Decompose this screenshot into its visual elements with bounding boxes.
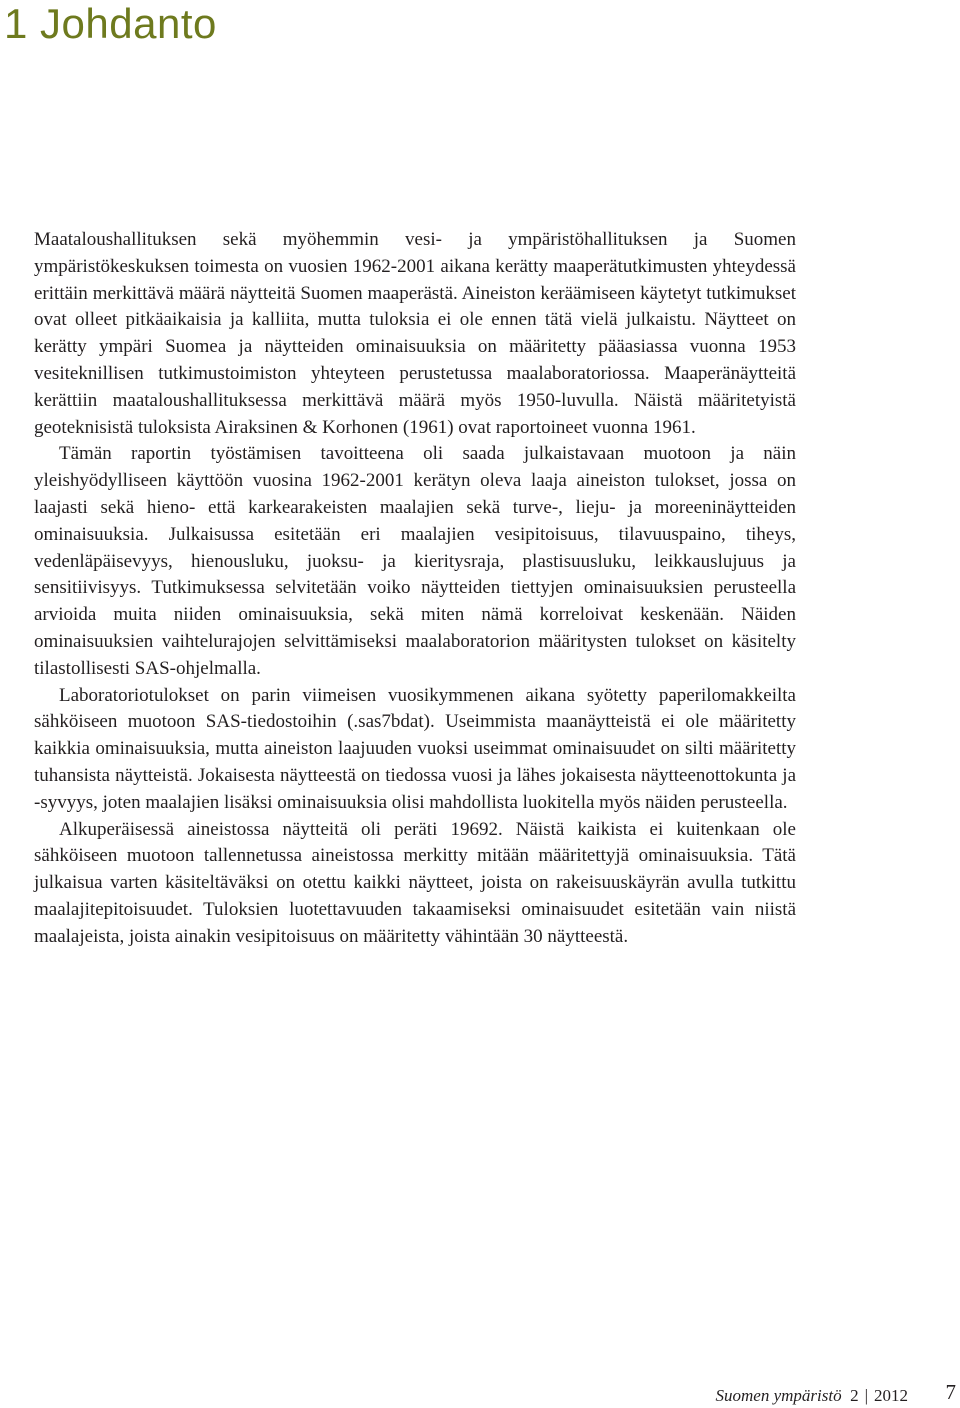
chapter-title: 1 Johdanto bbox=[4, 0, 217, 47]
footer-publication-info bbox=[716, 1384, 908, 1408]
footer-issue: 2 bbox=[850, 1386, 859, 1405]
paragraph-4: Alkuperäisessä aineistossa näytteitä oli peräti 19692. Näistä kaikista ei kuitenkaan ole sähköiseen muotoon tallennetussa aineistossa merkitty mitään määritettyjä ominaisuuksia. Tätä julkaisua varten käsiteltäväksi on otettu kaikki näytteet, joista on rakeisuuskäyrän avulla tutkittu maalajitepitoisuudet. Tuloksien luotettavuuden takaamiseksi ominaisuudet esitetään vain niistä maalajeista, joista ainakin vesipitoisuus on määritetty vähintään 30 näytteestä. bbox=[34, 818, 796, 947]
footer-separator: | bbox=[864, 1386, 868, 1405]
paragraph-3: Laboratoriotulokset on parin viimeisen vuosikymmenen aikana syötetty paperilomakkeilta sähköiseen muotoon SAS-tiedostoihin (.sas7bdat). Useimmista maanäytteistä ei ole määritetty kaikkia ominaisuuksia, mutta aineiston laajuuden vuoksi useimmat ominaisuudet on silti määritetty tuhansista näytteistä. Jokaisesta näytteestä on tiedossa vuosi ja lähes jokaisesta näytteenottokunta ja -syvyys, joten maalajien lisäksi ominaisuuksia olisi mahdollista luokitella myös näiden perusteella. bbox=[34, 684, 796, 813]
paragraph-2: Tämän raportin työstämisen tavoitteena oli saada julkaistavaan muotoon ja näin yleishyödylliseen käyttöön vuosina 1962-2001 kerätyn oleva laaja aineiston tulokset, jossa on laajasti sekä hieno- että karkearakeisten maalajien sekä turve-, lieju- ja moreeninäytteiden ominaisuuksia. Julkaisussa esitetään eri maalajien vesipitoisuus, tilavuuspaino, tiheys, vedenläpäisevyys, hienousluku, juoksu- ja kieritysraja, plastisuusluku, leikkauslujuus ja sensitiivisyys. Tutkimuksessa selvitetään voiko näytteiden tiettyjen ominaisuuksien perusteella arvioida muita niiden ominaisuuksia, sekä miten nämä korreloivat keskenään. Näiden ominaisuuksien vaihtelurajojen selvittämiseksi maalaboratorion määritysten tulokset on käsitelty tilastollisesti SAS-ohjelmalla. bbox=[34, 443, 796, 679]
paragraph-1: Maataloushallituksen sekä myöhemmin vesi- ja ympäristöhallituksen ja Suomen ympäristökeskuksen toimesta on vuosien 1962-2001 aikana kerätty maaperätutkimusten yhteydessä erittäin merkittävä määrä näytteitä Suomen maaperästä. Aineiston keräämiseen käytetyt tutkimukset ovat olleet pitkäaikaisia ja kalliita, mutta tuloksia ei ole ennen tätä vielä julkaistu. Näytteet on kerätty ympäri Suomea ja näytteiden ominaisuuksia on määritetty pääasiassa vuonna 1953 vesiteknillisen tutkimustoimiston yhteyteen perustetussa maalaboratoriossa. Maaperänäytteitä kerättiin maataloushallituksessa merkittävä määrä myös 1950-luvulla. Näistä määritetyistä geoteknisistä tuloksista Airaksinen & Korhonen (1961) ovat raportoineet vuonna 1961. bbox=[34, 229, 796, 438]
footer-year: 2012 bbox=[874, 1386, 908, 1405]
footer-publication: Suomen ympäristö bbox=[715, 1386, 842, 1405]
page-number: 7 bbox=[945, 1380, 956, 1404]
body-text bbox=[34, 227, 796, 951]
